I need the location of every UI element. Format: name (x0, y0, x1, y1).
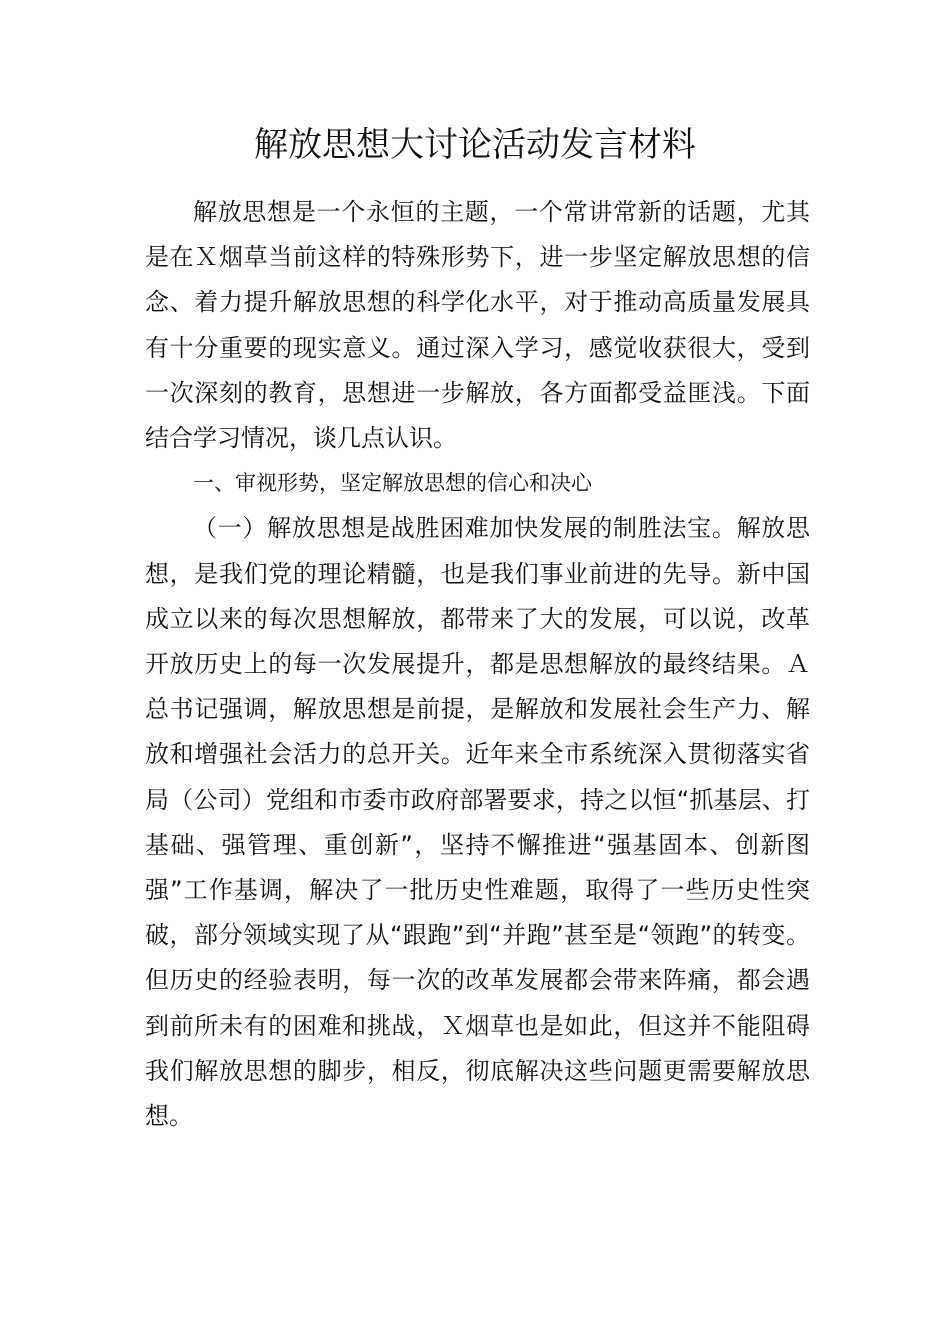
section-heading: 一、审视形势，坚定解放思想的信心和决心 (193, 471, 592, 496)
document-title: 解放思想大讨论活动发言材料 (254, 125, 696, 165)
document-body (145, 190, 810, 1139)
intro-paragraph: 解放思想是一个永恒的主题，一个常讲常新的话题，尤其是在Ｘ烟草当前这样的特殊形势下，进一步坚定解放思想的信念、着力提升解放思想的科学化水平，对于推动高质量发展具有十分重要的现实意义。通过深入学习，感觉收获很大，受到一次深刻的教育，思想进一步解放，各方面都受益匪浅。下面结合学习情况，谈几点认识。 (145, 198, 810, 453)
subsection-paragraph: （一）解放思想是战胜困难加快发展的制胜法宝。解放思想，是我们党的理论精髓，也是我们事业前进的先导。新中国成立以来的每次思想解放，都带来了大的发展，可以说，改革开放历史上的每一次发展提升，都是思想解放的最终结果。Ａ总书记强调，解放思想是前提，是解放和发展社会生产力、解放和增强社会活力的总开关。近年来全市系统深入贯彻落实省局（公司）党组和市委市政府部署要求，持之以恒“抓基层、打基础、强管理、重创新”，坚持不懈推进“强基固本、创新图强”工作基调，解决了一批历史性难题，取得了一些历史性突破，部分领域实现了从“跟跑”到“并跑”甚至是“领跑”的转变。但历史的经验表明，每一次的改革发展都会带来阵痛，都会遇到前所未有的困难和挑战，Ｘ烟草也是如此，但这并不能阻碍我们解放思想的脚步，相反，彻底解决这些问题更需要解放思想。 (145, 514, 810, 1131)
